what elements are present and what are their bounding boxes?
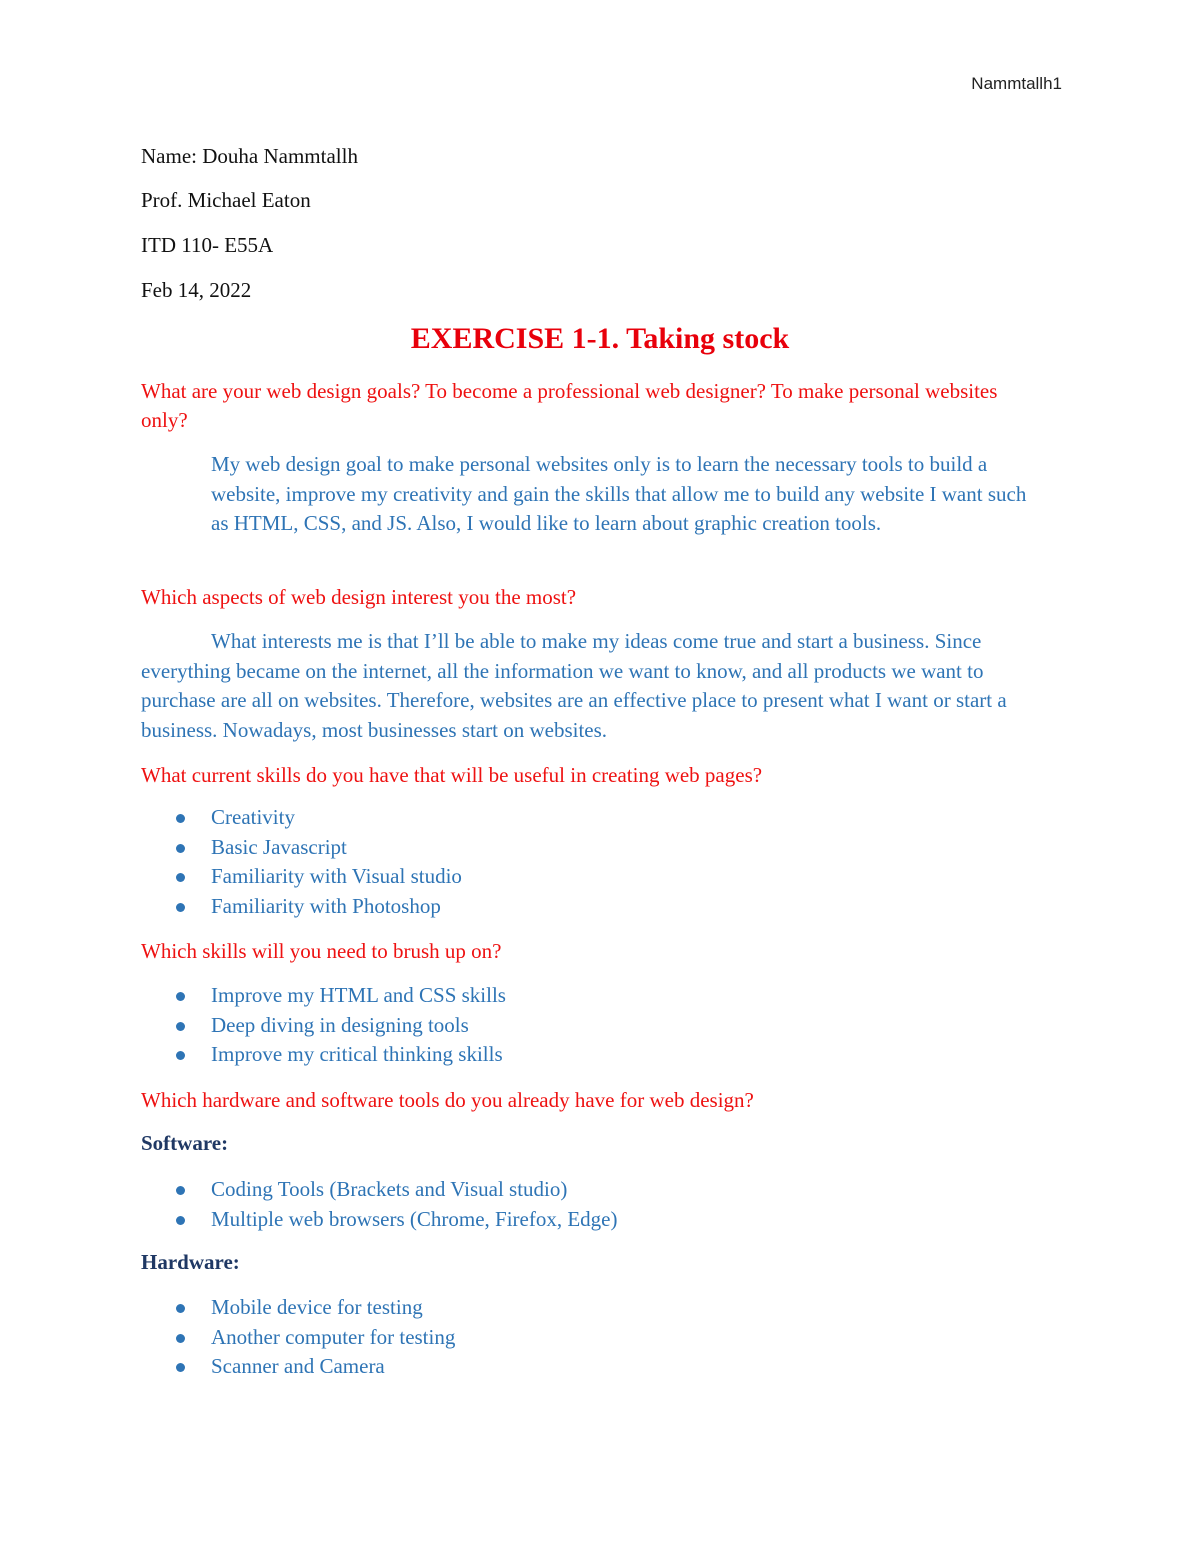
exercise-title: EXERCISE 1-1. Taking stock — [410, 322, 790, 355]
question-current-skills: What current skills do you have that will be useful in creating web pages? — [141, 763, 763, 787]
course-code: ITD 110- E55A — [141, 233, 274, 257]
bullet-icon — [176, 1022, 185, 1031]
bullet-icon — [176, 844, 185, 853]
software-heading: Software: — [141, 1131, 229, 1155]
list-item: Familiarity with Photoshop — [141, 892, 462, 922]
professor-name: Prof. Michael Eaton — [141, 188, 311, 212]
answer-goals: My web design goal to make personal websites only is to learn the necessary tools to build a website, improve my creativity and gain the skills that allow me to build any website I want such as HTML, CSS, and JS. Also, I would like to learn about graphic creation tools. — [211, 452, 1027, 535]
running-header: Nammtallh1 — [971, 74, 1062, 93]
question-interests: Which aspects of web design interest you the most? — [141, 585, 577, 609]
answer-interests: What interests me is that I’ll be able to make my ideas come true and start a business. Since everything became on the internet, all the information we want to know, and all products we want to purchase are all on websites. Therefore, websites are an effective place to present what I want or start a business. Nowadays, most businesses start on websites. — [141, 629, 1007, 742]
bullet-icon — [176, 903, 185, 912]
hardware-heading: Hardware: — [141, 1250, 240, 1274]
list-item: Scanner and Camera — [141, 1352, 455, 1382]
bullet-icon — [176, 1334, 185, 1343]
list-item: Improve my critical thinking skills — [141, 1040, 506, 1070]
bullet-icon — [176, 873, 185, 882]
bullet-icon — [176, 1186, 185, 1195]
hardware-list — [141, 1293, 455, 1382]
document-date: Feb 14, 2022 — [141, 278, 252, 302]
list-item: Multiple web browsers (Chrome, Firefox, Edge) — [141, 1205, 618, 1235]
bullet-icon — [176, 992, 185, 1001]
list-item: Familiarity with Visual studio — [141, 862, 462, 892]
software-list — [141, 1175, 618, 1234]
bullet-icon — [176, 1051, 185, 1060]
list-item: Creativity — [141, 803, 462, 833]
question-brush-up: Which skills will you need to brush up on? — [141, 939, 502, 963]
student-name: Name: Douha Nammtallh — [141, 144, 358, 168]
question-goals: What are your web design goals? To become a professional web designer? To make personal websites only? — [141, 379, 998, 432]
bullet-icon — [176, 1363, 185, 1372]
current-skills-list — [141, 803, 462, 922]
bullet-icon — [176, 1304, 185, 1313]
list-item: Improve my HTML and CSS skills — [141, 981, 506, 1011]
list-item: Another computer for testing — [141, 1323, 455, 1353]
bullet-icon — [176, 814, 185, 823]
list-item: Coding Tools (Brackets and Visual studio) — [141, 1175, 618, 1205]
list-item: Deep diving in designing tools — [141, 1011, 506, 1041]
list-item: Basic Javascript — [141, 833, 462, 863]
bullet-icon — [176, 1216, 185, 1225]
question-tools: Which hardware and software tools do you already have for web design? — [141, 1088, 754, 1112]
list-item: Mobile device for testing — [141, 1293, 455, 1323]
brush-up-skills-list — [141, 981, 506, 1070]
